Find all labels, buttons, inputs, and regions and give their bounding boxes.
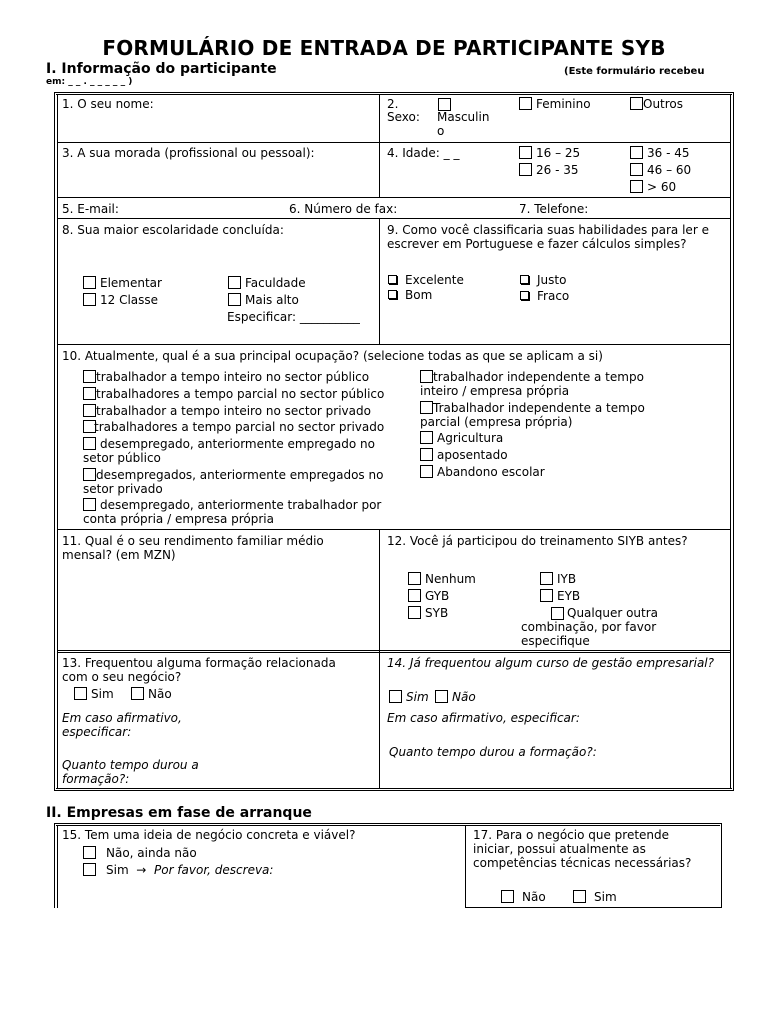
q12-other-label: Qualquer outra combinação, por favor especifique — [521, 606, 659, 648]
q6-fax-label: 6. Número de fax: — [289, 202, 398, 216]
checkbox[interactable] — [420, 431, 433, 444]
q10-option[interactable] — [83, 387, 384, 401]
q10-option-label: Agricultura — [437, 431, 504, 445]
q9-option-label-2: Justo — [537, 273, 567, 287]
q10-option-label: desempregado, anteriormente empregado no setor público — [83, 437, 375, 465]
q4-age-option[interactable] — [630, 163, 691, 177]
q10-option[interactable] — [83, 468, 403, 496]
q14-duration-label: Quanto tempo durou a formação?: — [389, 745, 597, 759]
q9-option[interactable] — [388, 273, 464, 287]
q10-option-label: desempregado, anteriormente trabalhador por conta própria / empresa própria — [83, 498, 382, 526]
q12-option[interactable] — [540, 589, 580, 603]
checkbox[interactable] — [630, 163, 643, 176]
q10-occupation-label: 10. Atualmente, qual é a sua principal ocupação? (selecione todas as que se aplicam a si) — [62, 349, 603, 363]
q9-skills-label: 9. Como você classificaria suas habilidades para ler e escrever em Portuguese e fazer cálculos simples? — [387, 223, 709, 251]
checkbox[interactable] — [83, 468, 96, 481]
q4-age-label-2: 36 - 45 — [647, 146, 690, 160]
q4-age-option[interactable] — [519, 146, 580, 160]
q10-option-label: desempregados, anteriormente empregados no setor privado — [83, 468, 384, 496]
q2-male-label: Masculin o — [437, 110, 490, 138]
q10-option-label: aposentado — [437, 448, 508, 462]
checkbox[interactable] — [83, 498, 96, 511]
q12-option[interactable] — [408, 589, 449, 603]
q13-yes-checkbox[interactable] — [74, 687, 87, 700]
checkbox[interactable] — [228, 293, 241, 306]
q15-describe-label: Por favor, descreva: — [153, 863, 274, 877]
q9-option-label-1: Bom — [405, 288, 433, 302]
q12-option-label-2: SYB — [425, 606, 449, 620]
q4-age-option[interactable] — [519, 163, 579, 177]
q10-option-label: trabalhador a tempo inteiro no sector público — [96, 370, 370, 384]
checkbox[interactable] — [519, 163, 532, 176]
q9-option[interactable] — [520, 289, 569, 303]
q17-yes-checkbox[interactable] — [573, 890, 586, 903]
checkbox[interactable] — [408, 606, 421, 619]
q2-sex-label: Sexo: — [387, 110, 420, 124]
q12-siyb-label: 12. Você já participou do treinamento SIYB antes? — [387, 534, 688, 548]
q3-address-label: 3. A sua morada (profissional ou pessoal): — [62, 146, 315, 160]
q17-yes-option[interactable] — [573, 890, 617, 904]
q8-education-label: 8. Sua maior escolaridade concluída: — [62, 223, 284, 237]
section-2-heading: II. Empresas em fase de arranque — [46, 805, 312, 821]
q10-option[interactable] — [83, 370, 369, 384]
q15-no-label: Não, ainda não — [106, 846, 197, 860]
q4-age-option[interactable] — [630, 180, 676, 194]
q2-other-option[interactable] — [630, 97, 683, 111]
q4-age-label-3: 46 – 60 — [647, 163, 692, 177]
section-1-heading: I. Informação do participante — [46, 61, 277, 77]
q10-option-label: trabalhador independente a tempo inteiro / empresa própria — [420, 370, 644, 398]
q14-no-option[interactable] — [435, 690, 476, 704]
checkbox[interactable] — [83, 293, 96, 306]
q10-option[interactable] — [420, 448, 508, 462]
arrow-right-icon: → — [136, 863, 147, 877]
q7-phone-label: 7. Telefone: — [519, 202, 589, 216]
q10-option-label: Trabalhador independente a tempo parcial (empresa própria) — [420, 401, 645, 429]
q14-no-checkbox[interactable] — [435, 690, 448, 703]
q8-option[interactable] — [83, 293, 158, 307]
q10-option[interactable] — [420, 370, 670, 398]
q12-option-label-0: Nenhum — [425, 572, 476, 586]
q8-option[interactable] — [83, 276, 162, 290]
q10-option[interactable] — [83, 420, 384, 434]
q10-option[interactable] — [420, 431, 503, 445]
q4-age-option[interactable] — [630, 146, 690, 160]
checkbox[interactable] — [388, 290, 397, 299]
q10-option-label: Abandono escolar — [437, 465, 545, 479]
checkbox[interactable] — [420, 401, 433, 414]
checkbox[interactable] — [630, 146, 643, 159]
form-title: FORMULÁRIO DE ENTRADA DE PARTICIPANTE SYB — [102, 36, 666, 60]
checkbox[interactable] — [630, 180, 643, 193]
checkbox[interactable] — [408, 572, 421, 585]
q8-specify: Especificar: __________ — [227, 310, 360, 324]
checkbox[interactable] — [83, 404, 96, 417]
q2-other-checkbox[interactable] — [630, 97, 643, 110]
q4-age-label-1: 26 - 35 — [536, 163, 579, 177]
q17-no-option[interactable] — [501, 890, 546, 904]
checkbox[interactable] — [83, 387, 96, 400]
q14-no-label: Não — [452, 690, 476, 704]
q14-yes-label: Sim — [406, 690, 429, 704]
q10-option-label: trabalhadores a tempo parcial no sector público — [96, 387, 385, 401]
q13-yes-label: Sim — [91, 687, 114, 701]
form-received-date: em: _ _ . _ _ _ _ _ ) — [46, 77, 133, 87]
q15-yes-option[interactable] — [83, 863, 273, 877]
q12-option[interactable] — [540, 572, 576, 586]
q17-no-checkbox[interactable] — [501, 890, 514, 903]
checkbox[interactable] — [519, 146, 532, 159]
q2-female-checkbox[interactable] — [519, 97, 532, 110]
q10-option[interactable] — [420, 465, 545, 479]
q12-option[interactable] — [408, 606, 448, 620]
q8-option-label-3: Mais alto — [245, 293, 299, 307]
q14-if-yes-label: Em caso afirmativo, especificar: — [387, 711, 580, 725]
q5-email-label: 5. E-mail: — [62, 202, 119, 216]
q9-option[interactable] — [388, 288, 432, 302]
q2-female-option[interactable] — [519, 97, 591, 111]
q15-yes-checkbox[interactable] — [83, 863, 96, 876]
q9-option-label-3: Fraco — [537, 289, 570, 303]
q17-no-label: Não — [522, 890, 546, 904]
q4-age-label-0: 16 – 25 — [536, 146, 581, 160]
q12-option[interactable] — [408, 572, 476, 586]
q15-idea-label: 15. Tem uma ideia de negócio concreta e viável? — [62, 828, 356, 842]
q12-option-label-3: IYB — [557, 572, 577, 586]
q8-option-label-2: Faculdade — [245, 276, 306, 290]
checkbox[interactable] — [540, 572, 553, 585]
q14-yes-checkbox[interactable] — [389, 690, 402, 703]
q8-option-label-1: 12 Classe — [100, 293, 159, 307]
q4-age-label-4: > 60 — [647, 180, 677, 194]
q2-female-label: Feminino — [536, 97, 591, 111]
q15-no-checkbox[interactable] — [83, 846, 96, 859]
q11-income-label: 11. Qual é o seu rendimento familiar médio mensal? (em MZN) — [62, 534, 324, 562]
form-received-note: (Este formulário recebeu — [564, 66, 705, 77]
q13-no-checkbox[interactable] — [131, 687, 144, 700]
q8-option[interactable] — [228, 293, 299, 307]
q17-skills-text: 17. Para o negócio que pretende iniciar, possui atualmente as competências técnicas necessárias? — [473, 828, 692, 870]
q14-yes-option[interactable] — [389, 690, 429, 704]
q1-name-label: 1. O seu nome: — [62, 97, 154, 111]
q13-no-label: Não — [148, 687, 172, 701]
q13-if-yes-label: Em caso afirmativo, especificar: — [62, 711, 182, 739]
q13-yes-option[interactable] — [74, 687, 114, 701]
checkbox[interactable] — [520, 291, 529, 300]
q15-yes-label: Sim — [106, 863, 129, 877]
q8-option-label-0: Elementar — [100, 276, 162, 290]
q4-age-label: 4. Idade: _ _ — [387, 146, 460, 160]
q13-no-option[interactable] — [131, 687, 172, 701]
q10-option[interactable] — [83, 404, 371, 418]
checkbox[interactable] — [228, 276, 241, 289]
q8-option[interactable] — [228, 276, 306, 290]
checkbox[interactable] — [83, 437, 96, 450]
checkbox[interactable] — [83, 276, 96, 289]
checkbox[interactable] — [388, 275, 397, 284]
q10-option[interactable] — [83, 498, 403, 526]
q12-option-label-1: GYB — [425, 589, 450, 603]
q10-option[interactable] — [83, 437, 403, 465]
q10-option-label: trabalhadores a tempo parcial no sector privado — [94, 420, 385, 434]
q14-course-label: 14. Já frequentou algum curso de gestão empresarial? — [387, 656, 714, 670]
checkbox[interactable] — [420, 465, 433, 478]
q2-other-label: Outros — [643, 97, 684, 111]
q10-option-label: trabalhador a tempo inteiro no sector privado — [96, 404, 371, 418]
checkbox[interactable] — [420, 448, 433, 461]
checkbox[interactable] — [540, 589, 553, 602]
q17-skills-label — [447, 828, 713, 870]
checkbox[interactable] — [420, 370, 433, 383]
q12-option-label-4: EYB — [557, 589, 581, 603]
checkbox[interactable] — [83, 370, 96, 383]
q13-duration-label: Quanto tempo durou a formação?: — [62, 758, 199, 786]
checkbox[interactable] — [520, 275, 529, 284]
q10-option[interactable] — [420, 401, 670, 429]
q2-number: 2. — [387, 97, 399, 111]
q13-training-label: 13. Frequentou alguma formação relacionada com o seu negócio? — [62, 656, 336, 684]
q17-yes-label: Sim — [594, 890, 617, 904]
q9-option-label-0: Excelente — [405, 273, 464, 287]
q15-no-option[interactable] — [83, 846, 197, 860]
checkbox[interactable] — [408, 589, 421, 602]
q9-option[interactable] — [520, 273, 566, 287]
